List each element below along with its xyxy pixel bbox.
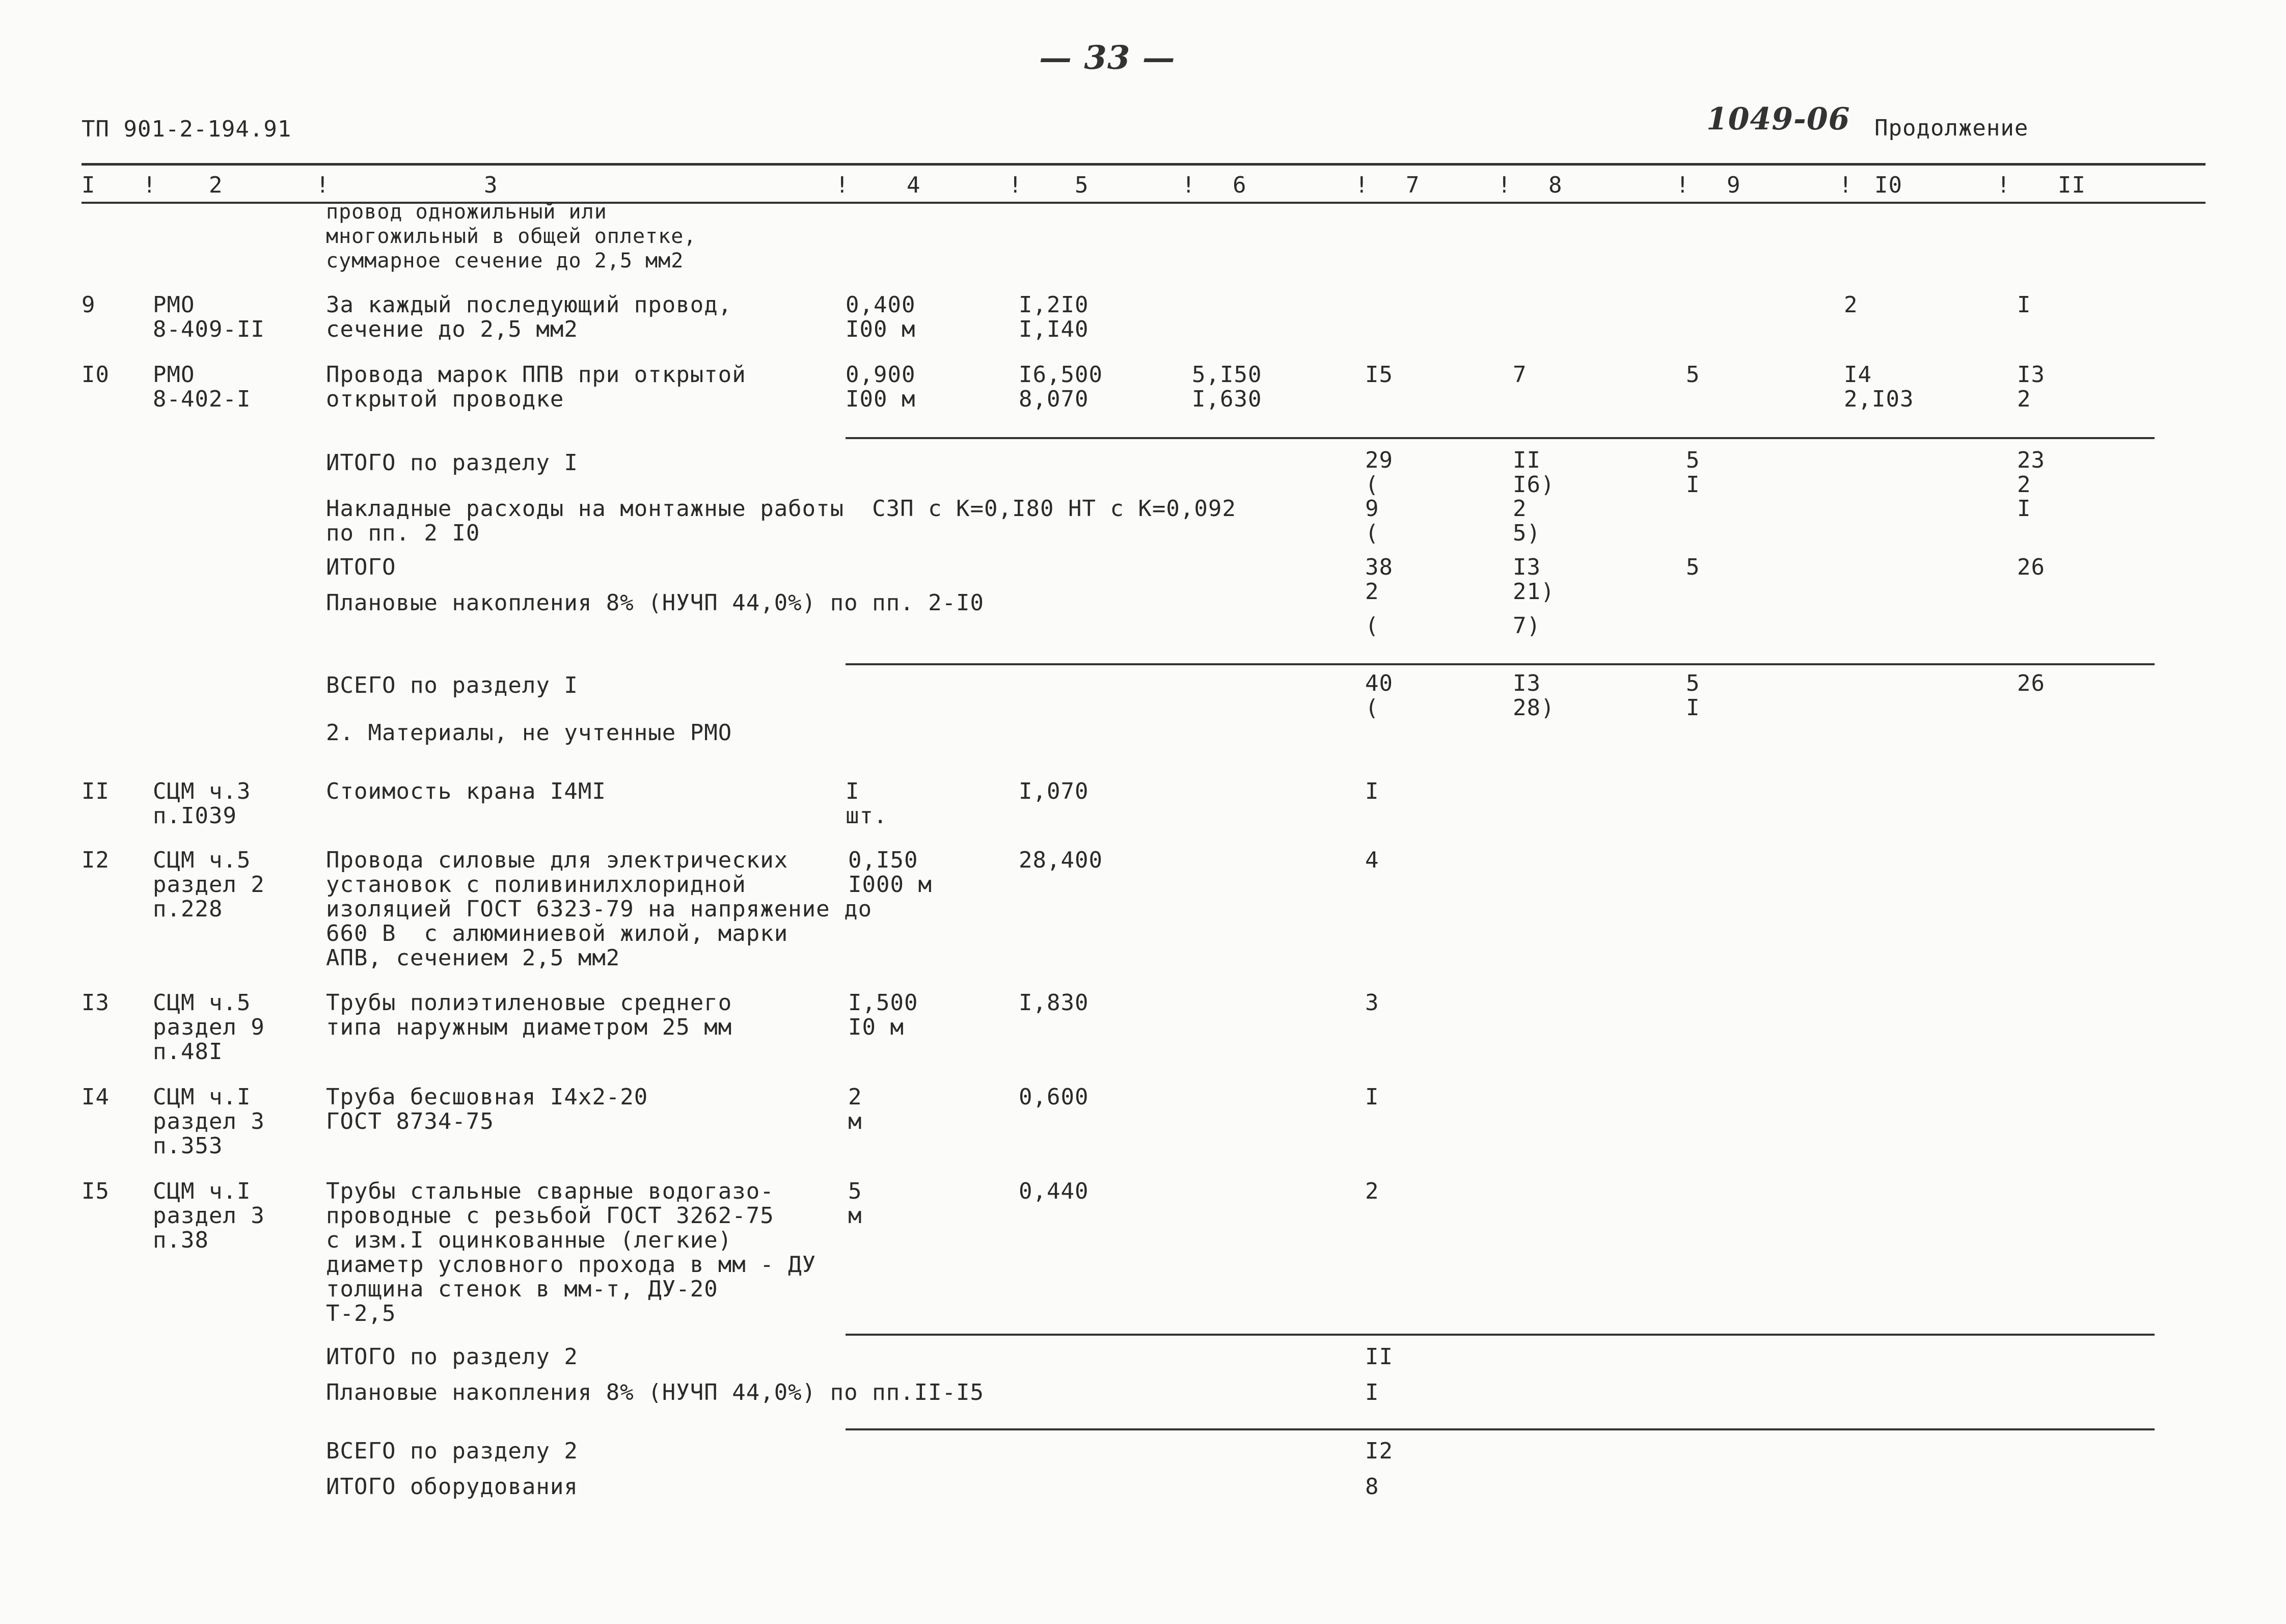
row-number: I3 — [81, 990, 110, 1016]
section-heading: 2. Материалы, не учтенные РМО — [326, 720, 732, 746]
cell-col-8: I3 28) — [1513, 670, 1555, 721]
cell-col-9: 5 I — [1686, 447, 1700, 498]
cell-col-7: 8 — [1365, 1474, 1379, 1500]
row-reference: РМО 8-409-II — [153, 292, 265, 342]
cell-col-4: 0,I50 I000 м — [848, 847, 932, 898]
row-description: Провода силовые для электрических установок с поливинилхлоридной изоляцией ГОСТ 6323-79 на напряжение до 660 В с алюминиевой жилой, марки АПВ, сечением 2,5 мм2 — [326, 847, 873, 971]
cell-col-9: 5 I — [1686, 670, 1700, 721]
row-description: Трубы стальные сварные водогазо- проводные с резьбой ГОСТ 3262-75 с изм.I оцинкованные (легкие) диаметр условного прохода в мм - ДУ толщина стенок в мм-т, ДУ-20 Т-2,5 — [326, 1178, 817, 1327]
row-description: ИТОГО по разделу 2 — [326, 1344, 578, 1370]
row-description: Плановые накопления 8% (НУЧП 44,0%) по пп.II-I5 — [326, 1379, 985, 1405]
column-header-6: 6 — [1233, 172, 1247, 198]
cell-col-11: I3 2 — [2017, 362, 2045, 412]
cell-col-7: I5 — [1365, 362, 1393, 388]
row-description: ВСЕГО по разделу I — [326, 672, 578, 698]
header-separator: ! — [1676, 172, 1690, 198]
row-description: ИТОГО оборудования — [326, 1474, 578, 1500]
cell-col-4: 0,900 I00 м — [846, 362, 916, 412]
cell-col-5: I,2I0 I,I40 — [1019, 292, 1089, 342]
cell-col-8: 7 — [1513, 362, 1527, 388]
section-2-grand-total-rule — [846, 1428, 2155, 1430]
cell-col-8: 7) — [1513, 613, 1541, 639]
column-header-1: I — [81, 172, 96, 198]
cell-col-7: 29 ( — [1365, 447, 1393, 498]
column-header-5: 5 — [1075, 172, 1089, 198]
row-description: Труба бесшовная I4х2-20 ГОСТ 8734-75 — [326, 1084, 648, 1134]
cell-col-7: I — [1365, 778, 1379, 804]
column-header-7: 7 — [1406, 172, 1420, 198]
cell-col-5: I,830 — [1019, 990, 1089, 1016]
cell-col-5: I,070 — [1019, 778, 1089, 804]
cell-col-7: I — [1365, 1084, 1379, 1110]
header-separator: ! — [1182, 172, 1196, 198]
row-description: провод одножильный или многожильный в общей оплетке, суммарное сечение до 2,5 мм2 — [326, 200, 697, 273]
header-top-rule — [81, 163, 2206, 166]
row-number: I4 — [81, 1084, 110, 1110]
row-description: ВСЕГО по разделу 2 — [326, 1438, 578, 1464]
cell-col-6: 5,I50 I,630 — [1192, 362, 1262, 412]
cell-col-5: 0,600 — [1019, 1084, 1089, 1110]
column-header-2: 2 — [209, 172, 223, 198]
cell-col-10: I4 2,I03 — [1844, 362, 1914, 412]
cell-col-7: II — [1365, 1344, 1393, 1370]
cell-col-4: 2 м — [848, 1084, 862, 1134]
cell-col-7: 2 — [1365, 1178, 1379, 1204]
row-number: II — [81, 778, 110, 804]
header-separator: ! — [316, 172, 330, 198]
cell-col-7: ( — [1365, 613, 1379, 639]
column-header-4: 4 — [907, 172, 921, 198]
row-reference: СЦМ ч.I раздел 3 п.38 — [153, 1178, 265, 1253]
row-reference: СЦМ ч.5 раздел 2 п.228 — [153, 847, 265, 922]
cell-col-7: 9 ( — [1365, 496, 1379, 546]
row-number: I5 — [81, 1178, 110, 1204]
header-separator: ! — [1009, 172, 1023, 198]
row-reference: РМО 8-402-I — [153, 362, 251, 412]
row-reference: СЦМ ч.3 п.I039 — [153, 778, 251, 829]
section-2-total-rule — [846, 1334, 2155, 1336]
cell-col-11: I — [2017, 496, 2031, 522]
section-1-total-rule — [846, 437, 2155, 439]
cell-col-11: I — [2017, 292, 2031, 318]
page-number: — 33 — — [1039, 39, 1176, 77]
cell-col-7: 38 2 — [1365, 554, 1393, 605]
cell-col-8: 2 5) — [1513, 496, 1541, 546]
header-separator: ! — [835, 172, 850, 198]
cell-col-11: 26 — [2017, 670, 2045, 696]
cell-col-11: 23 2 — [2017, 447, 2045, 498]
row-description: Накладные расходы на монтажные работы СЗП с К=0,I80 НТ с К=0,092 по пп. 2 I0 — [326, 496, 1236, 546]
row-description: Стоимость крана I4МI — [326, 778, 606, 804]
cell-col-7: I2 — [1365, 1438, 1393, 1464]
row-description: Провода марок ППВ при открытой открытой проводке — [326, 362, 746, 412]
cell-col-4: 5 м — [848, 1178, 862, 1229]
row-description: За каждый последующий провод, сечение до 2,5 мм2 — [326, 292, 732, 342]
column-header-3: 3 — [484, 172, 498, 198]
cell-col-7: 4 — [1365, 847, 1379, 873]
column-header-11: II — [2058, 172, 2086, 198]
column-header-9: 9 — [1727, 172, 1741, 198]
row-description: ИТОГО по разделу I — [326, 450, 578, 476]
row-description: ИТОГО — [326, 554, 396, 580]
cell-col-11: 26 — [2017, 554, 2045, 580]
cell-col-9: 5 — [1686, 362, 1700, 388]
cell-col-7: 3 — [1365, 990, 1379, 1016]
header-separator: ! — [1355, 172, 1369, 198]
cell-col-5: 28,400 — [1019, 847, 1103, 873]
cell-col-10: 2 — [1844, 292, 1858, 318]
column-header-8: 8 — [1548, 172, 1563, 198]
row-description: Трубы полиэтиленовые среднего типа наружным диаметром 25 мм — [326, 990, 732, 1040]
row-number: I0 — [81, 362, 110, 388]
cell-col-7: I — [1365, 1379, 1379, 1405]
row-reference: СЦМ ч.5 раздел 9 п.48I — [153, 990, 265, 1065]
header-separator: ! — [1839, 172, 1853, 198]
row-reference: СЦМ ч.I раздел 3 п.353 — [153, 1084, 265, 1159]
cell-col-9: 5 — [1686, 554, 1700, 580]
header-separator: ! — [1498, 172, 1512, 198]
cell-col-4: I,500 I0 м — [848, 990, 918, 1040]
row-number: 9 — [81, 292, 96, 318]
cell-col-8: II I6) — [1513, 447, 1555, 498]
column-header-10: I0 — [1874, 172, 1902, 198]
cell-col-8: I3 21) — [1513, 554, 1555, 605]
header-separator: ! — [1997, 172, 2011, 198]
cell-col-4: 0,400 I00 м — [846, 292, 916, 342]
cell-col-5: 0,440 — [1019, 1178, 1089, 1204]
cell-col-7: 40 ( — [1365, 670, 1393, 721]
cell-col-5: I6,500 8,070 — [1019, 362, 1103, 412]
row-number: I2 — [81, 847, 110, 873]
row-description: Плановые накопления 8% (НУЧП 44,0%) по пп. 2-I0 — [326, 590, 985, 616]
handwritten-code: 1049-06 — [1706, 101, 1850, 137]
cell-col-4: I шт. — [846, 778, 888, 829]
header-separator: ! — [143, 172, 157, 198]
document-code: ТП 901-2-194.91 — [81, 116, 292, 142]
continuation-label: Продолжение — [1874, 115, 2029, 141]
section-1-grand-total-rule — [846, 663, 2155, 665]
